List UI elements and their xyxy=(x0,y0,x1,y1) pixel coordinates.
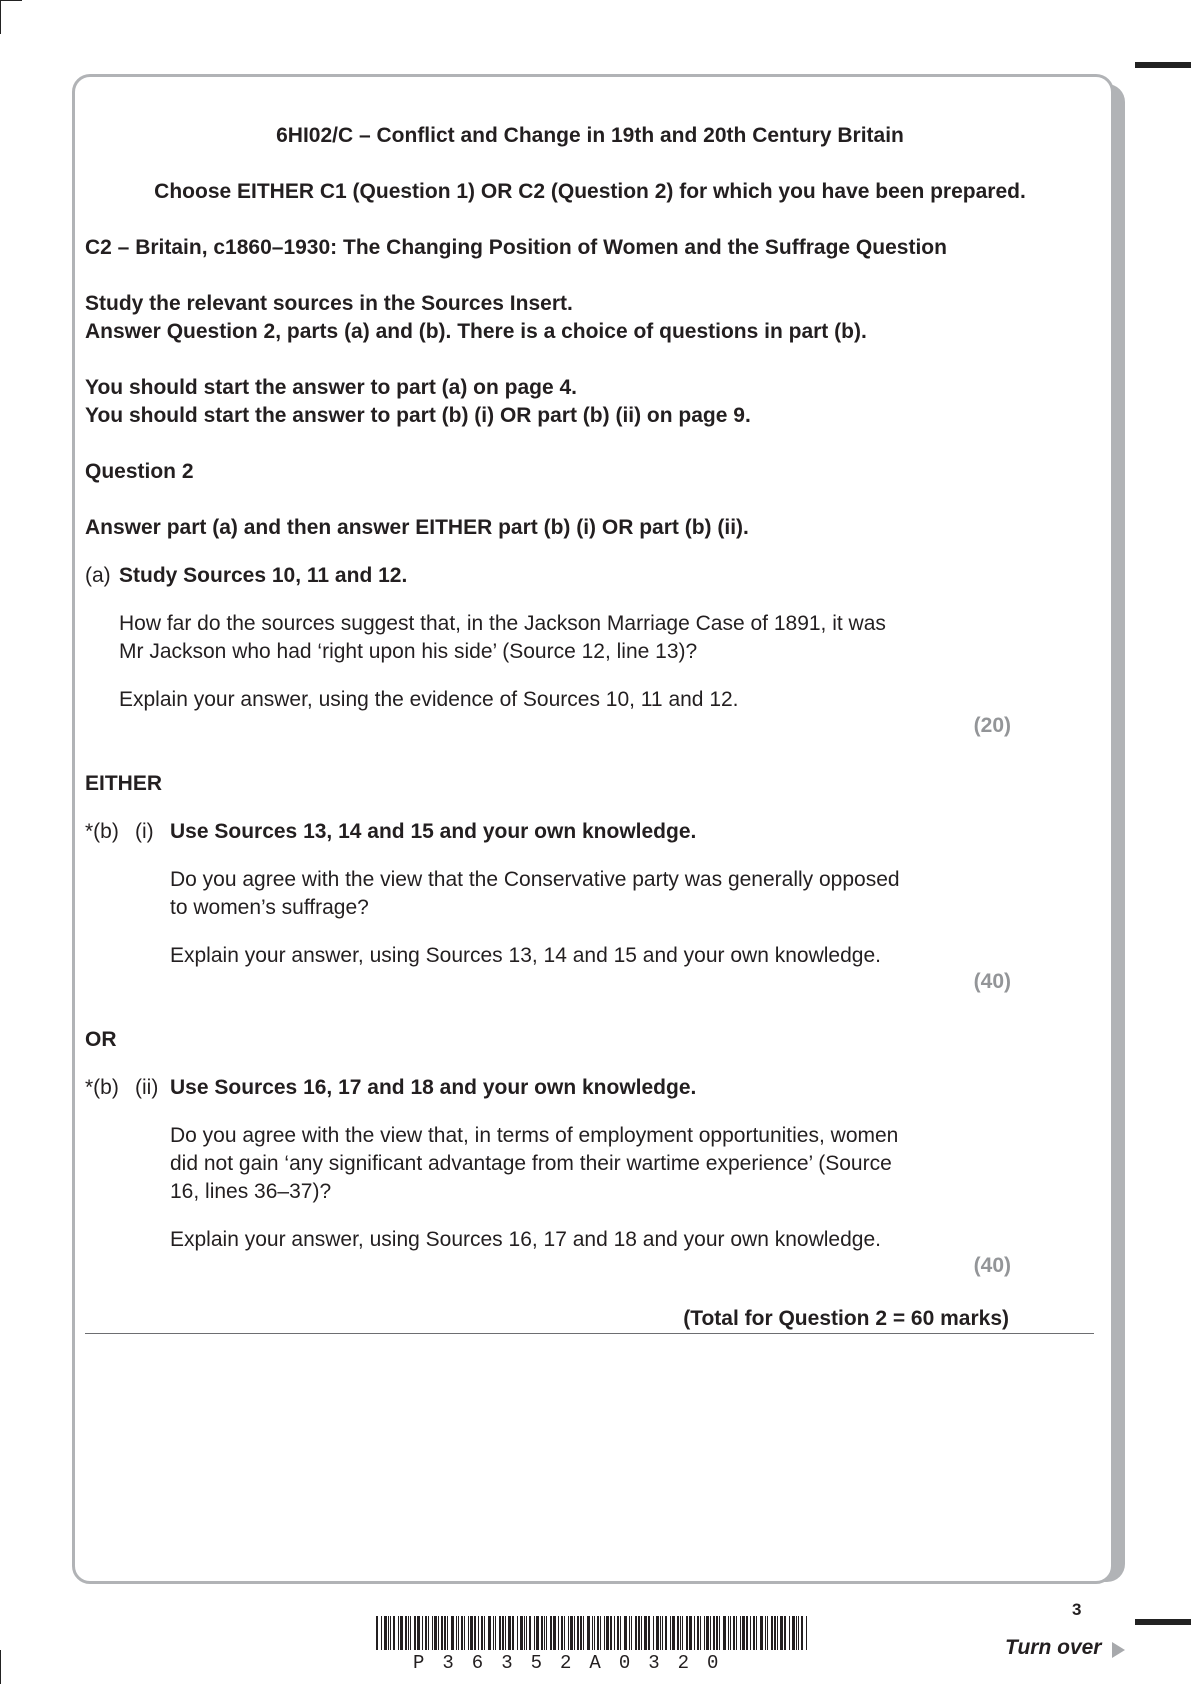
part-b-ii-explain: Explain your answer, using Sources 16, 17 and 18 and your own knowledge. xyxy=(170,1228,881,1251)
instruction-line: You should start the answer to part (a) on page 4. xyxy=(85,376,578,399)
part-b-i-explain: Explain your answer, using Sources 13, 14 and 15 and your own knowledge. xyxy=(170,944,881,967)
barcode xyxy=(376,1616,810,1650)
total-marks: (Total for Question 2 = 60 marks) xyxy=(683,1307,1009,1330)
turn-over-arrow-icon xyxy=(1112,1642,1125,1658)
answer-instruction: Answer part (a) and then answer EITHER part (b) (i) OR part (b) (ii). xyxy=(85,516,749,539)
question-heading: Question 2 xyxy=(85,460,194,483)
divider-line xyxy=(85,1333,1094,1334)
crop-mark xyxy=(0,0,22,1)
part-b-ii-question-line: 16, lines 36–37)? xyxy=(170,1180,332,1203)
barcode-number: P36352A0320 xyxy=(413,1652,737,1674)
choose-instruction: Choose EITHER C1 (Question 1) OR C2 (Question 2) for which you have been prepared. xyxy=(154,180,1026,203)
part-b-ii-sublabel: (ii) xyxy=(135,1076,159,1099)
part-a-label: (a) xyxy=(85,564,111,587)
part-b-ii-label: *(b) xyxy=(85,1076,119,1099)
part-b-ii-question-line: did not gain ‘any significant advantage from their wartime experience’ (Source xyxy=(170,1152,892,1175)
or-label: OR xyxy=(85,1028,117,1051)
part-a-question-line: Mr Jackson who had ‘right upon his side’ (Source 12, line 13)? xyxy=(119,640,698,663)
topic-heading: C2 – Britain, c1860–1930: The Changing Position of Women and the Suffrage Question xyxy=(85,236,947,259)
part-b-ii-title: Use Sources 16, 17 and 18 and your own knowledge. xyxy=(170,1076,697,1099)
instruction-line: Study the relevant sources in the Sources Insert. xyxy=(85,292,573,315)
either-label: EITHER xyxy=(85,772,163,795)
turn-over-label: Turn over xyxy=(1005,1636,1102,1659)
part-b-i-question-line: to women’s suffrage? xyxy=(170,896,369,919)
part-b-i-question-line: Do you agree with the view that the Conservative party was generally opposed xyxy=(170,868,900,891)
part-b-ii-question-line: Do you agree with the view that, in terms of employment opportunities, women xyxy=(170,1124,899,1147)
instruction-line: Answer Question 2, parts (a) and (b). There is a choice of questions in part (b). xyxy=(85,320,867,343)
instruction-line: You should start the answer to part (b) (i) OR part (b) (ii) on page 9. xyxy=(85,404,751,427)
edge-tab-mark xyxy=(1135,62,1191,68)
part-a-explain: Explain your answer, using the evidence of Sources 10, 11 and 12. xyxy=(119,688,739,711)
part-a-question-line: How far do the sources suggest that, in the Jackson Marriage Case of 1891, it was xyxy=(119,612,886,635)
part-b-ii-marks: (40) xyxy=(973,1254,1011,1277)
part-a-title: Study Sources 10, 11 and 12. xyxy=(119,564,408,587)
part-a-marks: (20) xyxy=(973,714,1011,737)
part-b-i-title: Use Sources 13, 14 and 15 and your own knowledge. xyxy=(170,820,697,843)
crop-mark xyxy=(0,1650,1,1684)
part-b-i-label: *(b) xyxy=(85,820,119,843)
part-b-i-marks: (40) xyxy=(973,970,1011,993)
crop-mark xyxy=(0,0,1,34)
paper-title: 6HI02/C – Conflict and Change in 19th and 20th Century Britain xyxy=(276,124,904,147)
page-number: 3 xyxy=(1072,1600,1082,1619)
edge-tab-mark xyxy=(1135,1619,1191,1625)
part-b-i-sublabel: (i) xyxy=(135,820,154,843)
